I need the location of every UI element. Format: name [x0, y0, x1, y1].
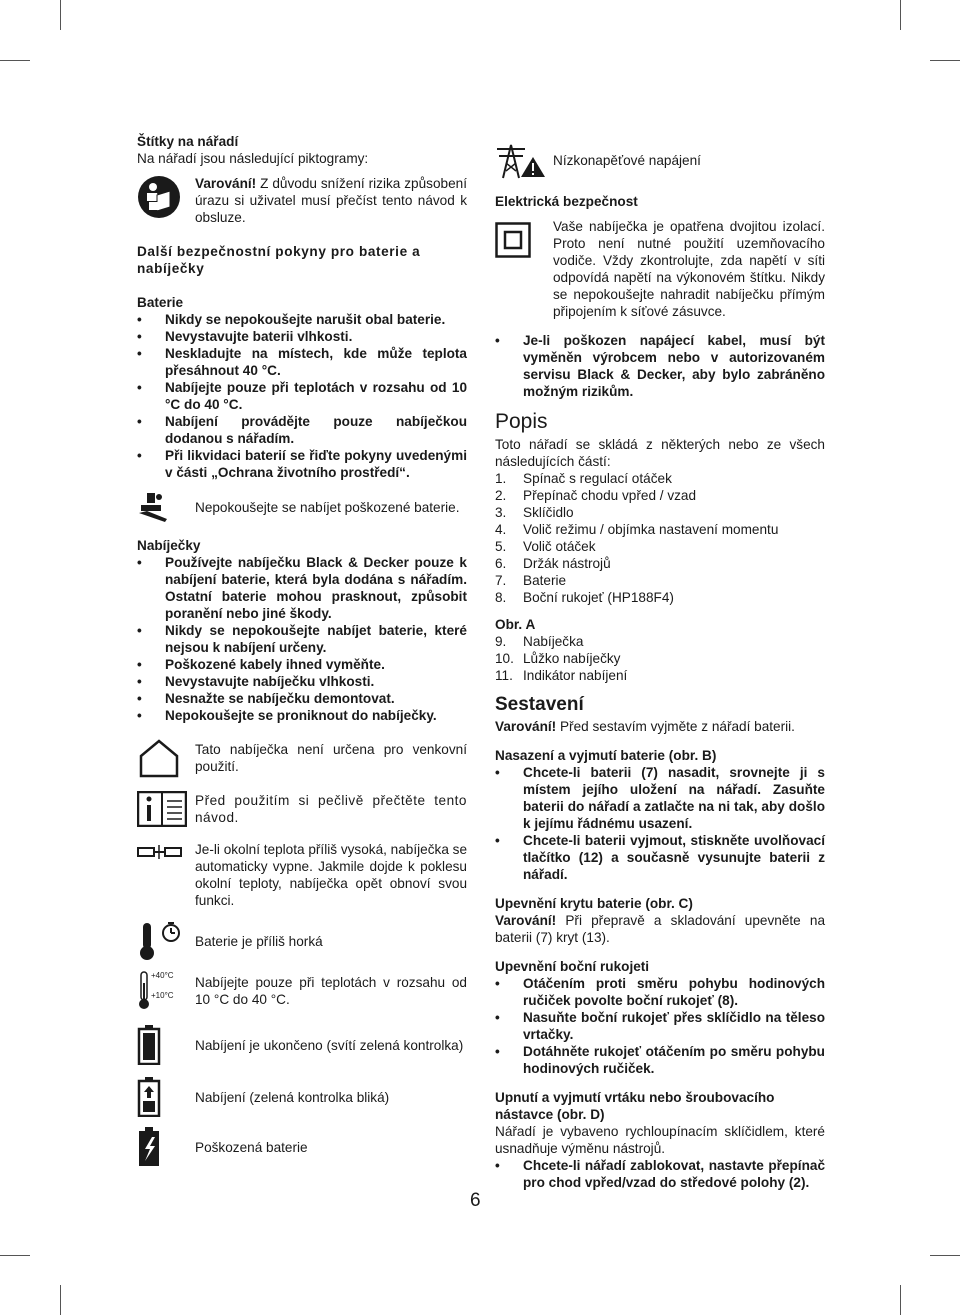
warning-read-manual-row: [137, 175, 467, 226]
crop-mark: [0, 1255, 30, 1256]
side-handle-list: [495, 975, 825, 1077]
page-number: 6: [470, 1190, 481, 1211]
battery-fit-heading: Nasazení a vyjmutí baterie (obr. B): [495, 748, 717, 763]
crop-mark: [900, 0, 901, 30]
indoor-only-text: Tato nabíječka není určena pro venkovní použití.: [195, 742, 467, 774]
list-item: 1. Spínač s regulací otáček: [495, 471, 672, 486]
battery-list: [137, 311, 467, 481]
battery-damaged-icon: [137, 1127, 195, 1167]
left-column: [137, 133, 467, 1167]
list-item: • Poškozené kabely ihned vyměňte.: [137, 656, 467, 673]
thermal-row: [137, 841, 467, 909]
charger-list: [137, 554, 467, 724]
read-manual-icon: [137, 175, 195, 219]
bit-text: Nářadí je vybaveno rychloupínacím sklíčidlem, které usnadňuje výměnu nástrojů.: [495, 1124, 825, 1156]
crop-mark: [930, 1255, 960, 1256]
list-item: 6. Držák nástrojů: [495, 556, 611, 571]
indoor-house-icon: [137, 738, 195, 778]
no-damaged-battery-icon: [137, 491, 195, 523]
right-column: [495, 133, 825, 1191]
thermal-text: Je-li okolní teplota příliš vysoká, nabíječka se automaticky vypne. Jakmile dojde k poklesu okolní teploty, nabíječka opět obnoví svou funkci.: [195, 842, 468, 908]
list-item: • Nevystavujte nabíječku vlhkosti.: [137, 673, 467, 690]
double-insulation-row: [495, 218, 825, 320]
crop-mark: [60, 0, 61, 30]
crop-mark: [0, 60, 30, 61]
list-item: • Dotáhněte rukojeť otáčením po směru pohybu hodinových ručiček.: [495, 1043, 825, 1077]
side-handle-heading: Upevnění boční rukojeti: [495, 959, 650, 974]
no-damaged-text: Nepokoušejte se nabíjet poškozené baterie.: [195, 499, 460, 515]
charged-text: Nabíjení je ukončeno (svítí zelená kontrolka): [195, 1037, 464, 1053]
hot-thermometer-clock-icon: [137, 921, 195, 961]
list-item: 11. Indikátor nabíjení: [495, 668, 628, 683]
thermal-cutoff-icon: [137, 841, 195, 859]
popis-title: Popis: [495, 410, 548, 433]
list-item: 7. Baterie: [495, 573, 567, 588]
list-item: • Otáčením proti směru pohybu hodinových ručiček povolte boční rukojeť (8).: [495, 975, 825, 1009]
cover-paragraph: Varování! Při přepravě a skladování upevněte na baterii (7) kryt (13).: [495, 913, 825, 945]
temp-max-label: +40°C: [151, 971, 174, 980]
list-item: 2. Přepínač chodu vpřed / vzad: [495, 488, 697, 503]
popis-intro: Toto nářadí se skládá z některých nebo ze všech následujících částí:: [495, 437, 825, 469]
damaged-battery-text: Poškozená baterie: [195, 1139, 308, 1155]
read-manual-row: [137, 791, 467, 827]
list-item: • Neskladujte na místech, kde může teplota přesáhnout 40 °C.: [137, 345, 467, 379]
charging-row: [137, 1077, 467, 1117]
temp-range-icon: [137, 971, 195, 1011]
list-item: • Nikdy se nepokoušejte narušit obal baterie.: [137, 311, 467, 328]
crop-mark: [900, 1285, 901, 1315]
battery-fit-list: [495, 764, 825, 883]
sestaveni-warning: Varování! Před sestavím vyjměte z nářadí baterii.: [495, 719, 795, 734]
electrical-heading: Elektrická bezpečnost: [495, 194, 638, 209]
damaged-battery-row: [137, 1127, 467, 1167]
list-item: • Při likvidaci baterií se řiďte pokyny uvedenými v části „Ochrana životního prostředí“.: [137, 447, 467, 481]
crop-mark: [930, 60, 960, 61]
battery-full-icon: [137, 1025, 195, 1065]
temp-range-row: [137, 971, 467, 1011]
cover-heading: Upevnění krytu baterie (obr. C): [495, 896, 693, 911]
list-item: • Používejte nabíječku Black & Decker pouze k nabíjení baterie, která byla dodána s nářadím. Ostatní baterie mohou prasknout, způsobit poranění nebo jiné škody.: [137, 554, 467, 622]
battery-safety-title: Další bezpečnostní pokyny pro baterie a nabíječky: [137, 244, 421, 276]
cable-list: [495, 332, 825, 400]
battery-heading: Baterie: [137, 295, 184, 310]
list-item: • Chcete-li nářadí zablokovat, nastavte přepínač pro chod vpřed/vzad do středové polohy (2).: [495, 1157, 825, 1191]
read-manual-text: Před použitím si pečlivě přečtěte tento návod.: [195, 793, 467, 825]
list-item: • Nesnažte se nabíječku demontovat.: [137, 690, 467, 707]
list-item: • Nabíjejte pouze při teplotách v rozsahu od 10 °C do 40 °C.: [137, 379, 467, 413]
temp-min-label: +10°C: [151, 991, 174, 1000]
labels-intro: Na nářadí jsou následující piktogramy:: [137, 151, 369, 166]
list-item: • Chcete-li baterii (7) nasadit, srovnejte ji s místem jejího uložení na nářadí. Zasuňte baterii do nářadí a zatlačte na ni tak, aby došlo k jejímu řádnému usazení.: [495, 764, 825, 832]
warning-paragraph: [195, 175, 467, 226]
warning-label: Varování!: [195, 176, 257, 191]
list-item: • Je-li poškozen napájecí kabel, musí být vyměněn výrobcem nebo v autorizovaném servisu Black & Decker, aby bylo zabráněno možným rizikům.: [495, 332, 825, 400]
no-damaged-row: [137, 491, 467, 523]
parts-a-list: [495, 633, 825, 684]
chargers-heading: Nabíječky: [137, 538, 201, 553]
double-insulation-text: Vaše nabíječka je opatřena dvojitou izolací. Proto není nutné použití uzemňovacího vodiče. Vždy zkontrolujte, zda napětí v síti odpovídá napětí na výkonovém štítku. Nikdy se nepokoušejte nahradit nabíječku přímým připojením k síťové zásuvce.: [553, 219, 825, 319]
too-hot-row: [137, 921, 467, 961]
charging-text: Nabíjení (zelená kontrolka bliká): [195, 1089, 390, 1105]
manual-book-icon: [137, 791, 195, 827]
list-item: 5. Volič otáček: [495, 539, 596, 554]
list-item: • Chcete-li baterii vyjmout, stiskněte uvolňovací tlačítko (12) a současně vysunujte baterii z nářadí.: [495, 832, 825, 883]
battery-charging-icon: [137, 1077, 195, 1117]
list-item: 8. Boční rukojeť (HP188F4): [495, 590, 674, 605]
list-item: • Nevystavujte baterii vlhkosti.: [137, 328, 467, 345]
too-hot-text: Baterie je příliš horká: [195, 933, 323, 949]
parts-list: [495, 470, 825, 606]
labels-title: Štítky na nářadí: [137, 134, 239, 149]
crop-mark: [60, 1285, 61, 1315]
low-voltage-row: [495, 141, 825, 179]
charged-row: [137, 1025, 467, 1065]
list-item: • Nasuňte boční rukojeť přes sklíčidlo na těleso vrtačky.: [495, 1009, 825, 1043]
list-item: • Nabíjení provádějte pouze nabíječkou dodanou s nářadím.: [137, 413, 467, 447]
list-item: • Nikdy se nepokoušejte nabíjet baterie, které nejsou k nabíjení určeny.: [137, 622, 467, 656]
pylon-warning-icon: [495, 141, 553, 179]
list-item: 4. Volič režimu / objímka nastavení momentu: [495, 522, 779, 537]
list-item: 9. Nabíječka: [495, 634, 584, 649]
list-item: 3. Sklíčidlo: [495, 505, 574, 520]
list-item: • Nepokoušejte se proniknout do nabíječky.: [137, 707, 467, 724]
double-insulation-icon: [495, 218, 553, 258]
list-item: 10. Lůžko nabíječky: [495, 651, 621, 666]
low-voltage-text: Nízkonapěťové napájení: [553, 152, 701, 168]
temp-range-text: Nabíjejte pouze při teplotách v rozsahu od 10 °C do 40 °C.: [195, 975, 467, 1007]
indoor-only-row: [137, 738, 467, 778]
bit-heading: Upnutí a vyjmutí vrtáku nebo šroubovacího nástavce (obr. D): [495, 1090, 775, 1122]
bit-list: [495, 1157, 825, 1191]
sestaveni-title: Sestavení: [495, 694, 584, 715]
warning-text: Z důvodu snížení rizika způsobení úrazu si uživatel musí přečíst tento návod k obsluze.: [195, 176, 467, 225]
fig-a-label: Obr. A: [495, 617, 536, 632]
